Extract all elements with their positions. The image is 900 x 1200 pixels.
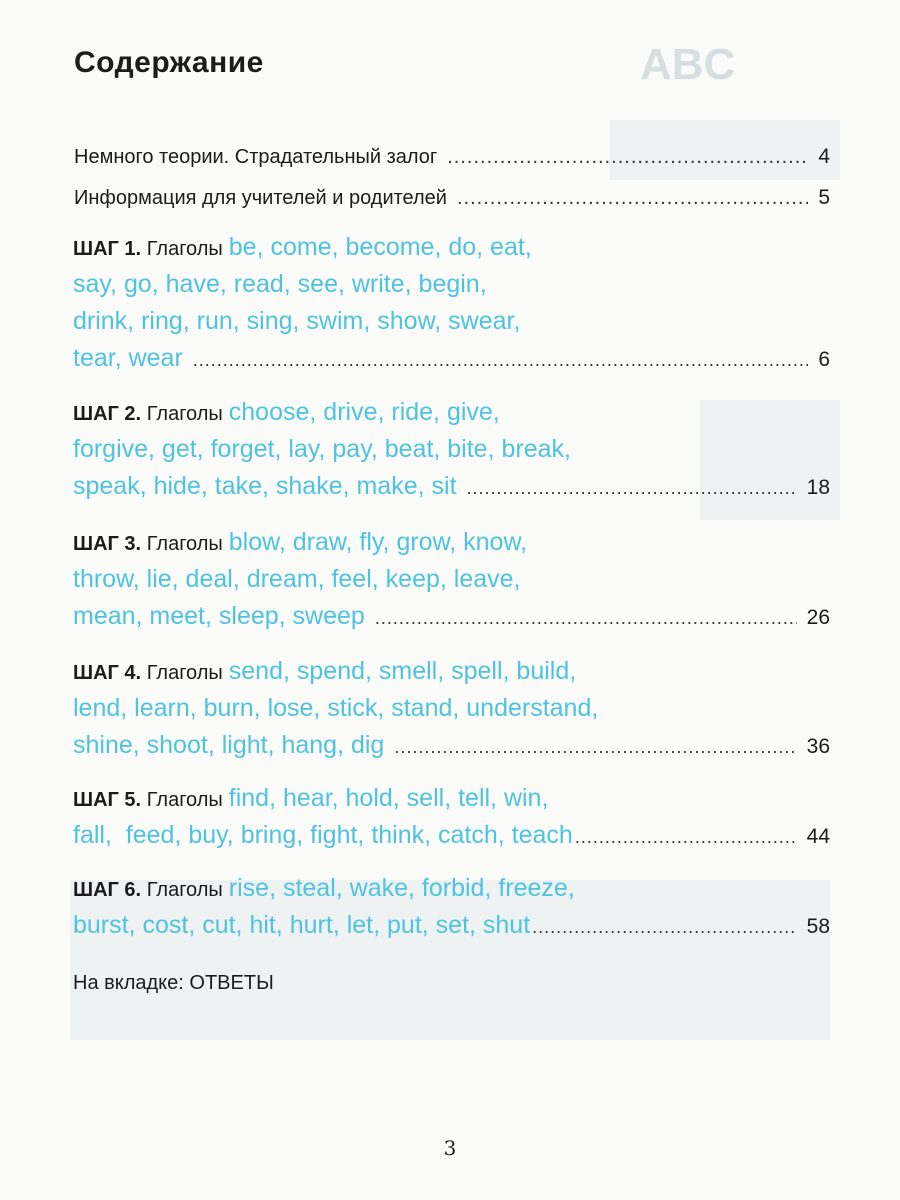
toc-entry-theory[interactable] bbox=[74, 145, 830, 169]
verb-list: lend, learn, burn, lose, stick, stand, understand, bbox=[73, 694, 599, 722]
show-through-heading: ABC bbox=[640, 40, 736, 89]
step-head-word: Глаголы bbox=[146, 789, 223, 811]
step-number: ШАГ 6. bbox=[73, 879, 142, 901]
dot-leader bbox=[447, 146, 808, 169]
dot-leader bbox=[457, 187, 808, 210]
dot-leader bbox=[467, 478, 797, 499]
step-page: 44 bbox=[806, 825, 830, 848]
dot-leader bbox=[193, 350, 809, 371]
insert-note bbox=[73, 972, 274, 995]
answers-label[interactable]: ОТВЕТЫ bbox=[189, 972, 274, 994]
verb-list: forgive, get, forget, lay, pay, beat, bite, break, bbox=[73, 435, 571, 463]
toc-entry-label: Информация для учителей и родителей bbox=[74, 187, 447, 209]
insert-note-prefix: На вкладке: bbox=[73, 972, 184, 994]
step-page: 26 bbox=[806, 606, 830, 629]
verb-list: burst, cost, cut, hit, hurt, let, put, set, shut bbox=[73, 911, 531, 939]
toc-step-6[interactable] bbox=[73, 874, 830, 948]
toc-step-2[interactable] bbox=[73, 398, 830, 509]
verb-list: find, hear, hold, sell, tell, win, bbox=[228, 784, 549, 812]
toc-entry-page: 4 bbox=[818, 145, 830, 168]
page-number: 3 bbox=[443, 1136, 457, 1160]
step-number: ШАГ 2. bbox=[73, 403, 142, 425]
step-head-word: Глаголы bbox=[146, 533, 223, 555]
dot-leader bbox=[375, 608, 797, 629]
verb-list: rise, steal, wake, forbid, freeze, bbox=[228, 874, 575, 902]
step-heading bbox=[73, 789, 223, 812]
step-page: 58 bbox=[806, 915, 830, 938]
toc-entry-info[interactable] bbox=[74, 186, 830, 210]
verb-list: throw, lie, deal, dream, feel, keep, leave, bbox=[73, 565, 521, 593]
step-number: ШАГ 5. bbox=[73, 789, 142, 811]
verb-list: send, spend, smell, spell, build, bbox=[228, 657, 577, 685]
verb-list: say, go, have, read, see, write, begin, bbox=[73, 270, 487, 298]
step-head-word: Глаголы bbox=[146, 879, 223, 901]
step-heading bbox=[73, 403, 223, 426]
verb-list: mean, meet, sleep, sweep bbox=[73, 602, 365, 630]
toc-step-1[interactable] bbox=[73, 233, 830, 381]
verb-list: shine, shoot, light, hang, dig bbox=[73, 731, 385, 759]
step-heading bbox=[73, 879, 223, 902]
step-page: 18 bbox=[806, 476, 830, 499]
step-heading bbox=[73, 533, 223, 556]
verb-list: fall, feed, buy, bring, fight, think, catch, teach bbox=[73, 821, 573, 849]
verb-list: choose, drive, ride, give, bbox=[228, 398, 500, 426]
toc-entry-page: 5 bbox=[818, 186, 830, 209]
verb-list: speak, hide, take, shake, make, sit bbox=[73, 472, 457, 500]
toc-entry-label: Немного теории. Страдательный залог bbox=[74, 146, 438, 168]
step-page: 36 bbox=[806, 735, 830, 758]
step-page: 6 bbox=[818, 348, 830, 371]
step-number: ШАГ 1. bbox=[73, 238, 142, 260]
verb-list: be, come, become, do, eat, bbox=[228, 233, 532, 261]
step-number: ШАГ 3. bbox=[73, 533, 142, 555]
step-heading bbox=[73, 238, 223, 261]
page-title: Содержание bbox=[74, 46, 264, 79]
dot-leader bbox=[575, 827, 797, 848]
step-number: ШАГ 4. bbox=[73, 662, 142, 684]
step-head-word: Глаголы bbox=[146, 662, 223, 684]
toc-step-5[interactable] bbox=[73, 784, 830, 858]
toc-step-3[interactable] bbox=[73, 528, 830, 639]
verb-list: drink, ring, run, sing, swim, show, swear, bbox=[73, 307, 521, 335]
verb-list: tear, wear bbox=[73, 344, 183, 372]
dot-leader bbox=[394, 737, 796, 758]
verb-list: blow, draw, fly, grow, know, bbox=[228, 528, 528, 556]
step-head-word: Глаголы bbox=[146, 403, 223, 425]
dot-leader bbox=[532, 917, 796, 938]
step-head-word: Глаголы bbox=[146, 238, 223, 260]
step-heading bbox=[73, 662, 223, 685]
toc-step-4[interactable] bbox=[73, 657, 830, 768]
